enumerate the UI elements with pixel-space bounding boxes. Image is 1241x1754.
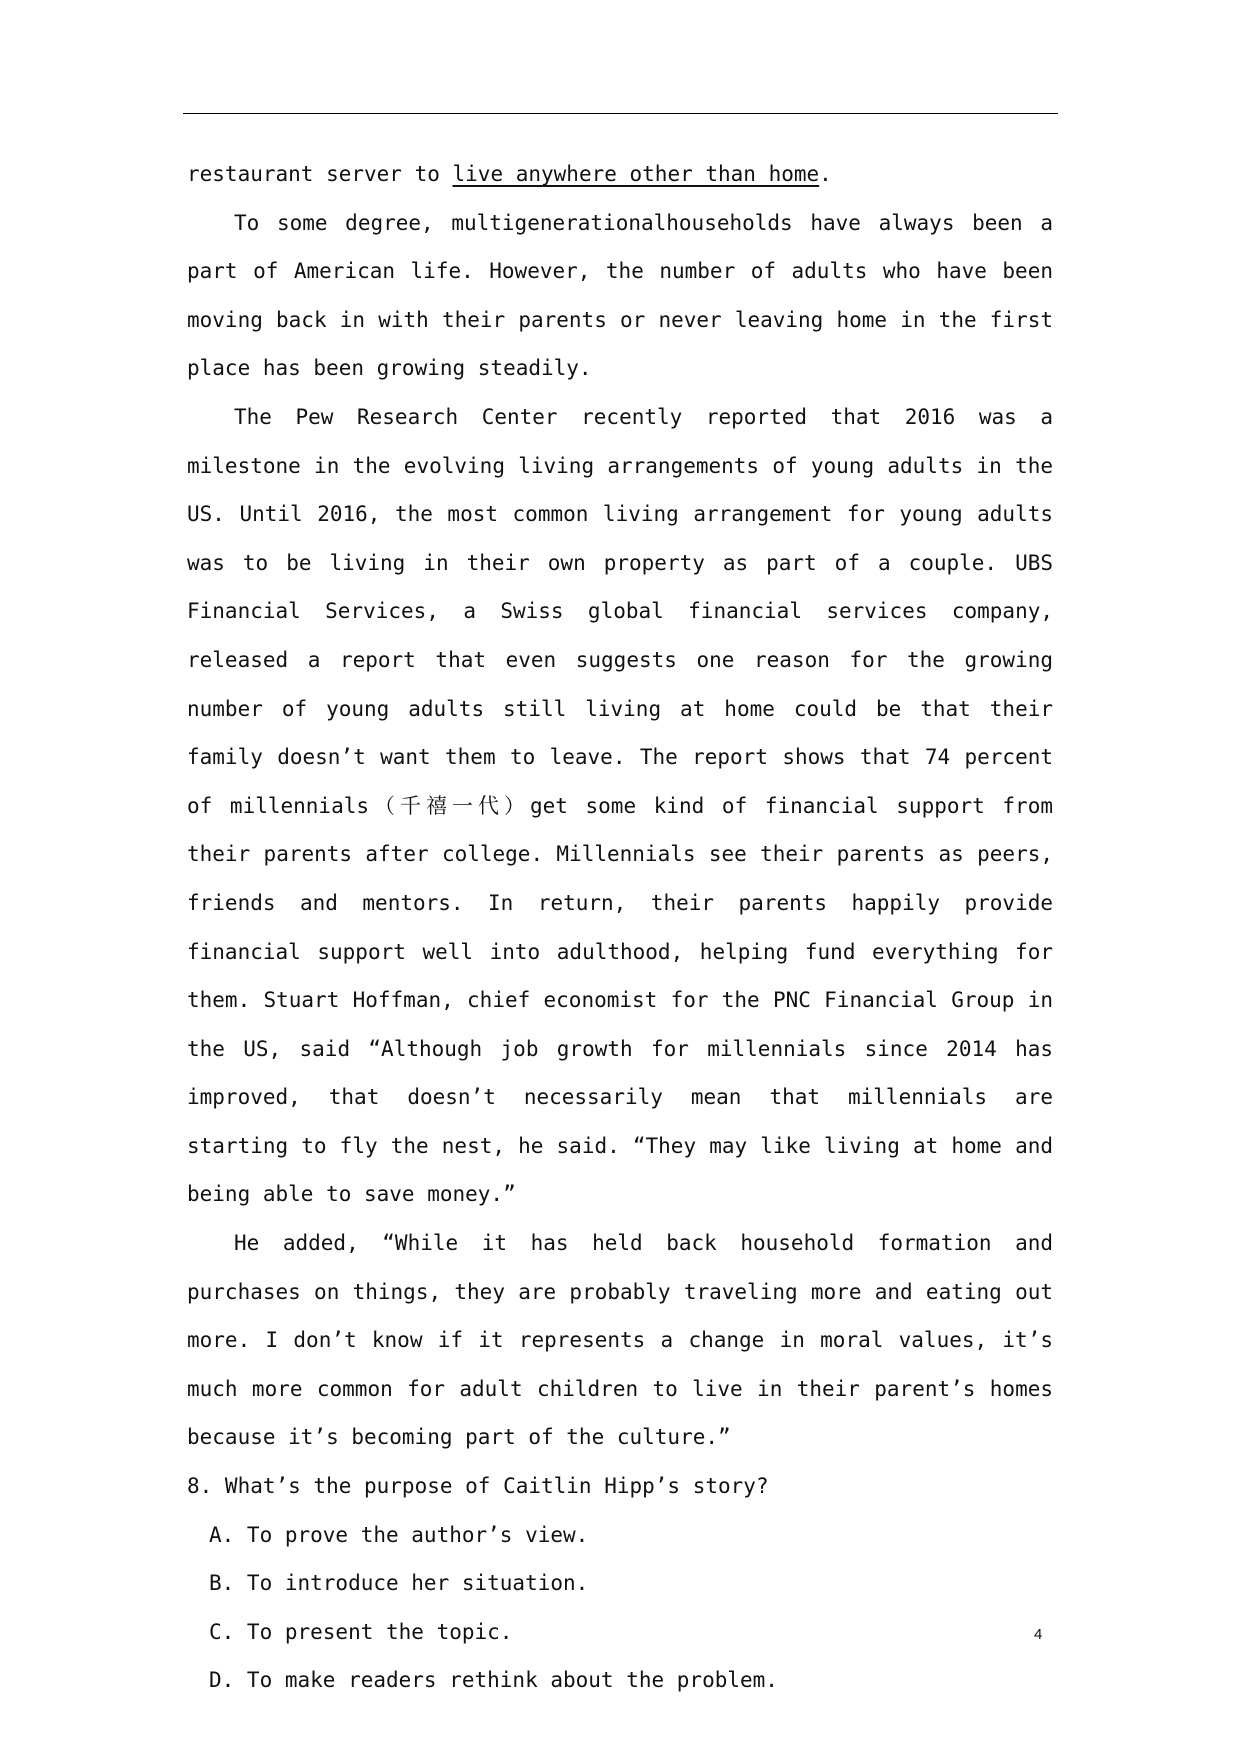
option-d: D. To make readers rethink about the problem. xyxy=(209,1668,778,1693)
option-b: B. To introduce her situation. xyxy=(209,1571,589,1596)
answer-options xyxy=(187,1511,1053,1705)
paragraph-1: To some degree, multigenerationalhouseholds have always been a part of American life. However, the number of adults who have been moving back in with their parents or never leaving home in the first place has been growing steadily. xyxy=(187,210,1053,381)
paragraph-2: The Pew Research Center recently reported that 2016 was a milestone in the evolving living arrangements of young adults in the US. Until 2016, the most common living arrangement for young adults was to be living in their own property as part of a couple. UBS Financial Services, a Swiss global financial services company, released a report that even suggests one reason for the growing number of young adults still living at home could be that their family doesn’t want them to leave. The report shows that 74 percent of millennials（千禧一代）get some kind of financial support from their parents after college. Millennials see their parents as peers, friends and mentors. In return, their parents happily provide financial support well into adulthood, helping fund everything for them. Stuart Hoffman, chief economist for the PNC Financial Group in the US, said “Although job growth for millennials since 2014 has improved, that doesn’t necessarily mean that millennials are starting to fly the nest, he said. “They may like living at home and being able to save money.” xyxy=(187,404,1053,1207)
question-stem: 8. What’s the purpose of Caitlin Hipp’s story? xyxy=(187,1474,769,1499)
passage-body xyxy=(187,150,1053,1705)
page-number: 4 xyxy=(1034,1626,1043,1643)
header-rule xyxy=(183,113,1058,114)
continuation-text: restaurant server to xyxy=(187,162,453,186)
paragraph-3: He added, “While it has held back household formation and purchases on things, they are probably traveling more and eating out more. I don’t know if it represents a change in moral values, it’s much more common for adult children to live in their parent’s homes because it’s becoming part of the culture.” xyxy=(187,1231,1053,1450)
option-a: A. To prove the author’s view. xyxy=(209,1522,589,1547)
passage-continuation xyxy=(187,150,1053,199)
option-c: C. To present the topic. xyxy=(209,1619,513,1644)
continuation-end: . xyxy=(819,162,832,186)
underlined-phrase: live anywhere other than home xyxy=(452,162,820,186)
